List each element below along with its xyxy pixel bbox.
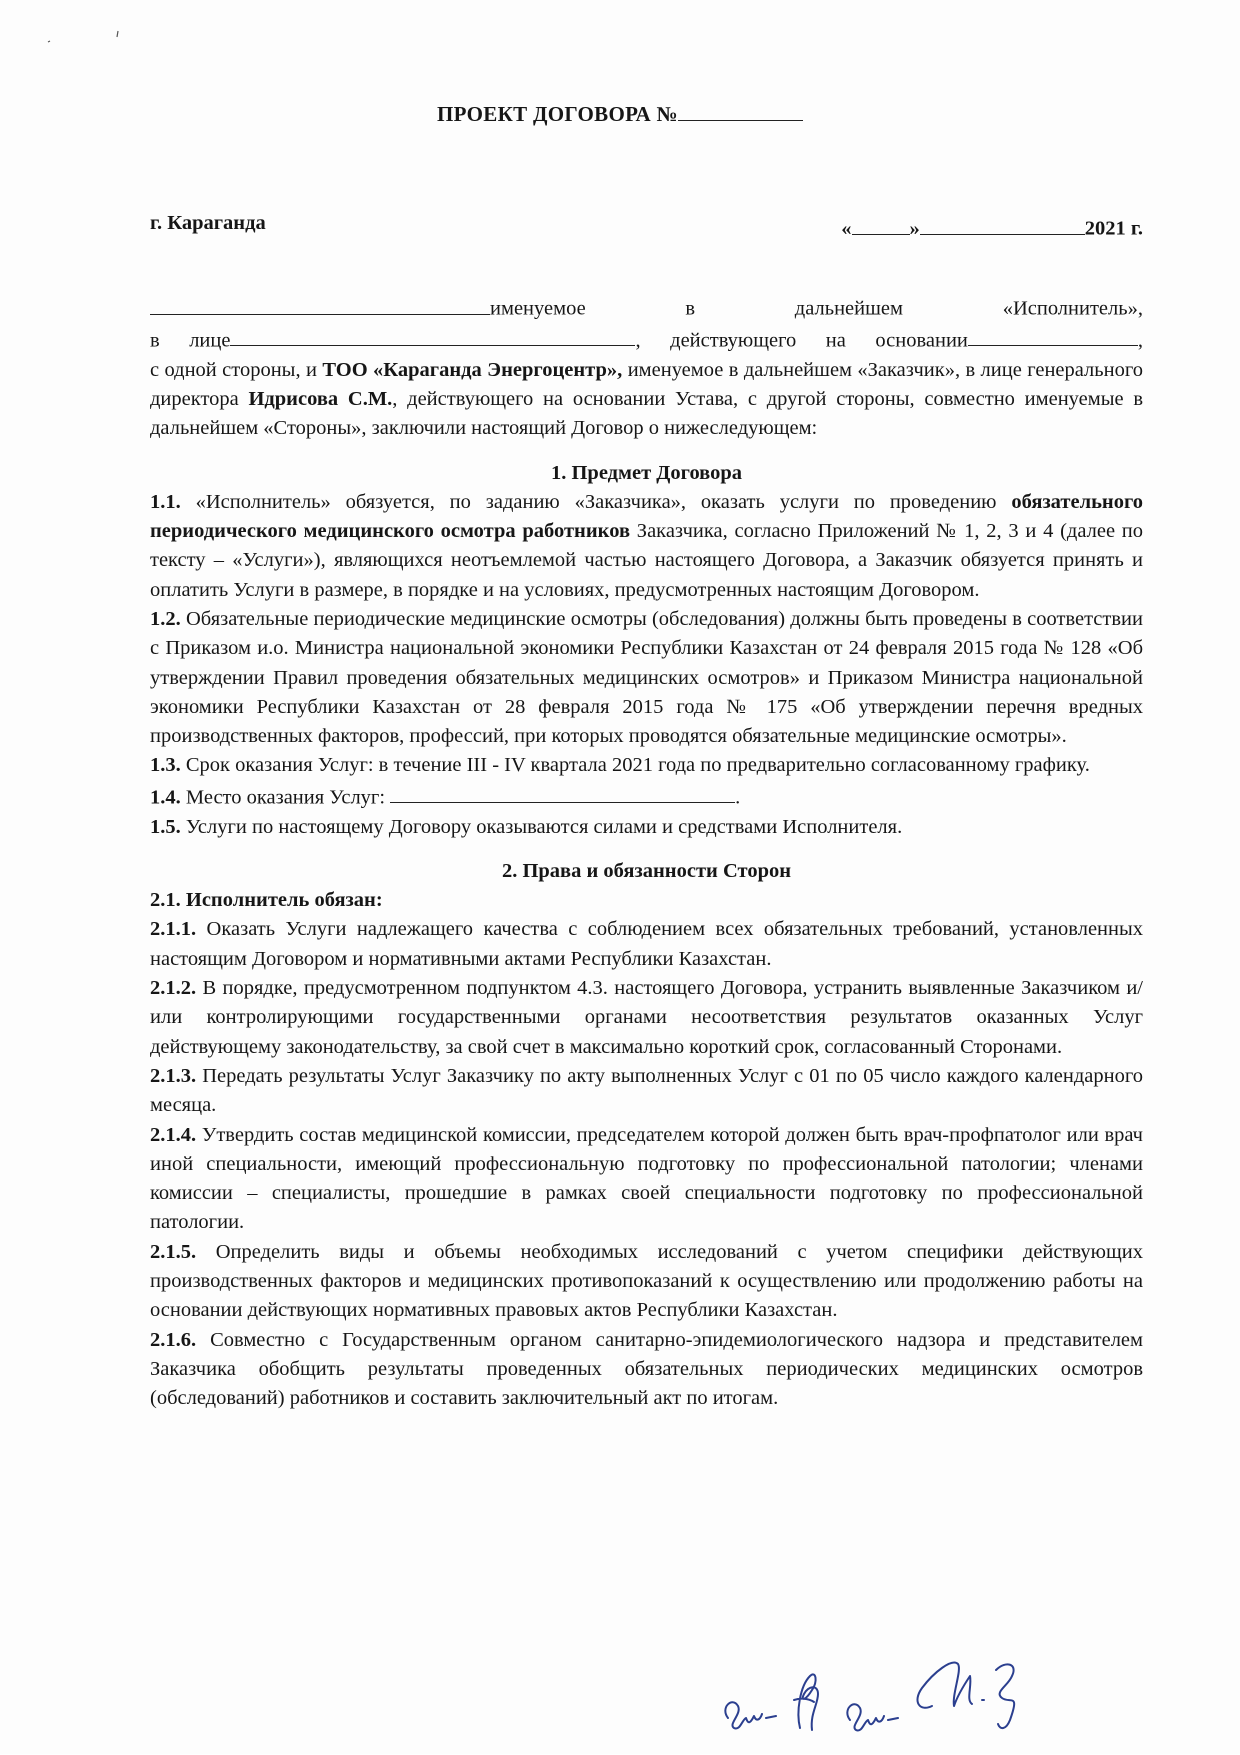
contract-number-blank <box>678 98 803 121</box>
clause-1-1: 1.1. «Исполнитель» обязуется, по заданию «Заказчика», оказать услуги по проведению обязательного периодического медицинского осмотра работников Заказчика, согласно Приложений № 1, 2, 3 и 4 (далее по тексту – «Услуги»), являющихся неотъемлемой частью настоящего Договора, а Заказчик обязуется принять и оплатить Услуги в размере, в порядке и на условиях, предусмотренных настоящим Договором. <box>150 490 1144 601</box>
clause-2-1-6: 2.1.6. Совместно с Государственным органом санитарно-эпидемиологического надзора и представителем Заказчика обобщить результаты проведенных обязательных периодических медицинских осмотров (обследований) работников и составить заключительный акт по итогам. <box>150 1328 1143 1410</box>
city: г. Караганда <box>150 212 266 234</box>
signatures-area <box>700 1640 1170 1750</box>
clause-2-1-5: 2.1.5. Определить виды и объемы необходимых исследований с учетом специфики действующих производственных факторов и медицинских противопоказаний к осуществлению или продолжению работы на основании действующих нормативных правовых актов Республики Казахстан. <box>150 1240 1143 1322</box>
section-1-heading: 1. Предмет Договора <box>550 461 743 484</box>
document-title: ПРОЕКТ ДОГОВОРА № <box>0 98 1240 127</box>
clause-2-1-4: 2.1.4. Утвердить состав медицинской комиссии, председателем которой должен быть врач-профпатолог или врач иной специальности, имеющий профессиональную подготовку по профессиональной патологии; членами комиссии – специалисты, прошедшие в рамках своей специальности подготовку по профессиональной патологии. <box>150 1123 1143 1234</box>
contract-date: « » 2021 г. <box>841 212 1143 241</box>
clause-2-1-2: 2.1.2. В порядке, предусмотренном подпунктом 4.3. настоящего Договора, устранить выявленные Заказчиком и/или контролирующими государственными органами несоответствия результатов оказанных Услуг действующему законодательству, за свой счет в максимально короткий срок, согласованный Сторонами. <box>150 977 1143 1058</box>
clause-1-5: 1.5. Услуги по настоящему Договору оказываются силами и средствами Исполнителя. <box>150 815 903 838</box>
initials-3-stroke <box>847 1704 898 1730</box>
section-2-heading: 2. Права и обязанности Сторон <box>501 859 792 882</box>
signature-4-stroke <box>917 1663 1014 1729</box>
clause-1-4: 1.4. Место оказания Услуг: . <box>150 781 1143 813</box>
clause-1-2: 1.2. Обязательные периодические медицинские осмотры (обследования) должны быть проведены в соответствии с Приказом и.о. Министра национальной экономики Республики Казахстан от 24 февраля 2015 года № 128 «Об утверждении Правил проведения обязательных медицинских осмотров» и Приказом Министра национальной экономики Республики Казахстан от 28 февраля 2015 года № 175 «Об утверждении перечня вредных производственных факторов, профессий, при которых проводятся обязательные медицинские осмотры». <box>150 608 1143 748</box>
executor-name-blank <box>150 292 490 315</box>
clause-2-1-1: 2.1.1. Оказать Услуги надлежащего качества с соблюдением всех обязательных требований, установленных настоящим Договором и нормативными актами Республики Казахстан. <box>150 918 1144 970</box>
document-body <box>150 292 1143 1414</box>
place-date-line <box>150 212 1143 241</box>
clause-2-1-3: 2.1.3. Передать результаты Услуг Заказчику по акту выполненных Услуг с 01 по 05 число каждого календарного месяца. <box>150 1064 1144 1117</box>
preamble-line-2: в лице , действующего на основании , <box>150 324 1143 356</box>
preamble-line-1: именуемое в дальнейшем «Исполнитель», <box>150 292 1143 324</box>
scan-marks <box>40 28 120 48</box>
clause-1-3: 1.3. Срок оказания Услуг: в течение III - IV квартала 2021 года по предварительно согласованному графику. <box>150 754 1090 777</box>
signature-2-stroke <box>794 1674 818 1730</box>
subsection-2-1: 2.1. Исполнитель обязан: <box>150 889 383 912</box>
preamble-parties: с одной стороны, и ТОО «Караганда Энергоцентр», именуемое в дальнейшем «Заказчик», в лице генерального директора Идрисова С.М., действующего на основании Устава, с другой стороны, совместно именуемые в дальнейшем «Стороны», заключили настоящий Договор о нижеследующем: <box>150 358 1144 440</box>
service-place-blank <box>390 781 735 804</box>
initials-1-stroke <box>725 1702 776 1728</box>
handwritten-signatures <box>700 1640 1170 1750</box>
